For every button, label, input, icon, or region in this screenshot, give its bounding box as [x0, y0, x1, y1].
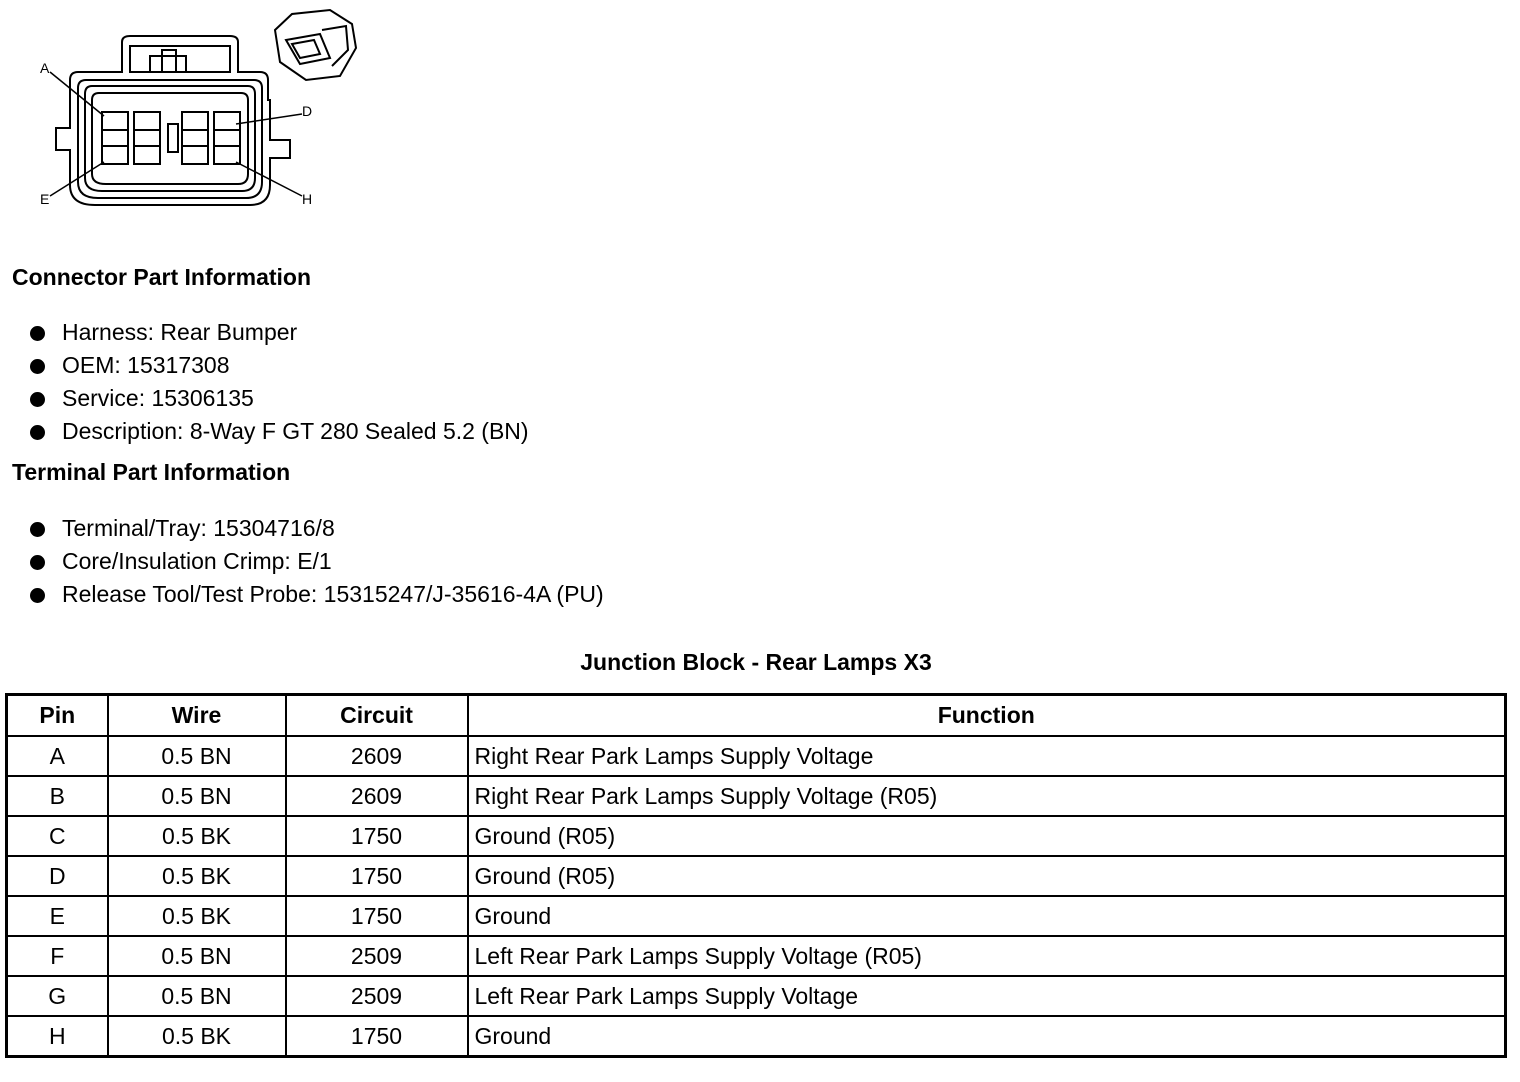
list-item: Service: 15306135 — [28, 382, 529, 415]
function-cell: Right Rear Park Lamps Supply Voltage — [468, 736, 1506, 776]
list-item: Harness: Rear Bumper — [28, 316, 529, 349]
circuit-cell: 2609 — [286, 776, 468, 816]
pin-cell: D — [7, 856, 108, 896]
list-item: Description: 8-Way F GT 280 Sealed 5.2 (BN) — [28, 415, 529, 448]
pin-cell: C — [7, 816, 108, 856]
connector-part-heading: Connector Part Information — [12, 264, 312, 290]
function-cell: Left Rear Park Lamps Supply Voltage — [468, 976, 1506, 1016]
list-item: Release Tool/Test Probe: 15315247/J-35616-4A (PU) — [28, 578, 604, 611]
circuit-cell: 1750 — [286, 816, 468, 856]
function-cell: Ground (R05) — [468, 816, 1506, 856]
table-row — [7, 856, 1506, 896]
column-header-wire: Wire — [108, 695, 286, 737]
circuit-cell: 2509 — [286, 976, 468, 1016]
function-cell: Ground (R05) — [468, 856, 1506, 896]
table-row — [7, 736, 1506, 776]
table-header-row — [7, 695, 1506, 737]
circuit-cell: 1750 — [286, 896, 468, 936]
pin-label-h: H — [302, 191, 313, 207]
pin-cell: A — [7, 736, 108, 776]
wire-cell: 0.5 BK — [108, 856, 286, 896]
function-cell: Ground — [468, 896, 1506, 936]
wire-cell: 0.5 BN — [108, 736, 286, 776]
pin-cell: B — [7, 776, 108, 816]
pin-label-a: A — [40, 60, 50, 76]
table-title: Junction Block - Rear Lamps X3 — [580, 649, 932, 675]
function-cell: Ground — [468, 1016, 1506, 1057]
column-header-pin: Pin — [7, 695, 108, 737]
pin-cell: G — [7, 976, 108, 1016]
table-row — [7, 976, 1506, 1016]
table-row — [7, 896, 1506, 936]
wire-cell: 0.5 BK — [108, 896, 286, 936]
table-row — [7, 1016, 1506, 1057]
pin-cell: E — [7, 896, 108, 936]
terminal-part-list — [28, 512, 604, 611]
function-cell: Left Rear Park Lamps Supply Voltage (R05) — [468, 936, 1506, 976]
wire-cell: 0.5 BK — [108, 816, 286, 856]
wire-cell: 0.5 BK — [108, 1016, 286, 1057]
terminal-part-heading: Terminal Part Information — [12, 459, 291, 485]
connector-part-list — [28, 316, 529, 448]
column-header-function: Function — [468, 695, 1506, 737]
wire-cell: 0.5 BN — [108, 936, 286, 976]
pin-label-e: E — [40, 191, 50, 207]
wire-cell: 0.5 BN — [108, 976, 286, 1016]
wire-cell: 0.5 BN — [108, 776, 286, 816]
list-item: OEM: 15317308 — [28, 349, 529, 382]
pinout-table — [5, 693, 1507, 1058]
function-cell: Right Rear Park Lamps Supply Voltage (R05) — [468, 776, 1506, 816]
table-row — [7, 936, 1506, 976]
circuit-cell: 2509 — [286, 936, 468, 976]
pin-cell: F — [7, 936, 108, 976]
circuit-cell: 1750 — [286, 1016, 468, 1057]
list-item: Core/Insulation Crimp: E/1 — [28, 545, 604, 578]
pin-label-d: D — [302, 103, 313, 119]
pin-cell: H — [7, 1016, 108, 1057]
list-item: Terminal/Tray: 15304716/8 — [28, 512, 604, 545]
circuit-cell: 1750 — [286, 856, 468, 896]
connector-diagram — [30, 0, 380, 220]
column-header-circuit: Circuit — [286, 695, 468, 737]
table-row — [7, 776, 1506, 816]
table-row — [7, 816, 1506, 856]
circuit-cell: 2609 — [286, 736, 468, 776]
